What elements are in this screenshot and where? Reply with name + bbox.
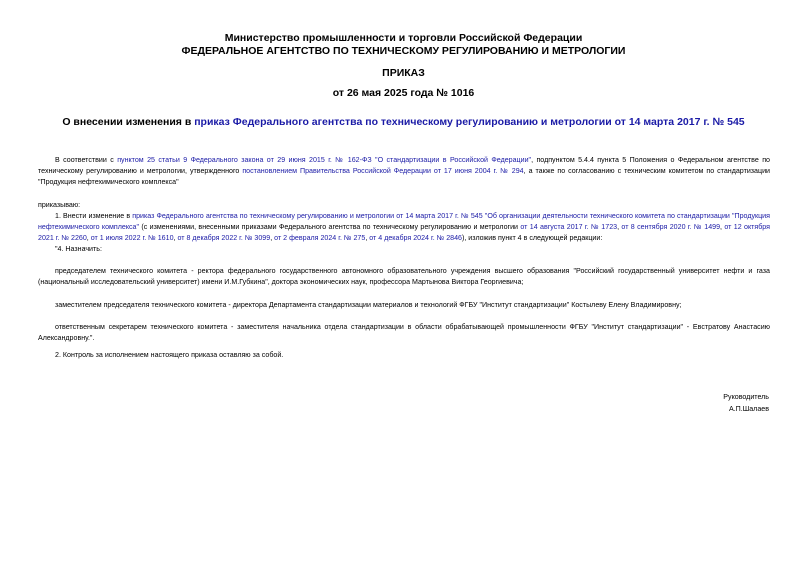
preamble-paragraph [38,155,770,189]
preamble-text-3: , утвержденного [185,167,243,176]
item1-text-2: (с изменениями, внесенными приказами Федерального агентства по техническому регулированию и метрологии [139,223,521,232]
doc-title [0,116,807,128]
title-order-link[interactable]: приказ Федерального агентства по техническому регулированию и метрологии от 14 марта 2017 г. № 545 [194,116,745,128]
preamble-text-2: , подпунктом 5.4.4 пункта 5 Положения о Федеральном агентстве по техническому регулированию и метрологии [38,156,771,176]
amendment-link-2846[interactable]: от 4 декабря 2024 г. № 2846 [369,234,462,243]
federal-law-link[interactable]: пунктом 25 статьи 9 Федерального закона от 29 июня 2015 г. № 162-ФЗ "О стандартизации в Российской Федерации" [117,156,532,164]
government-decree-link[interactable]: постановлением Правительства Российской Федерации от 17 июня 2004 г. № 294 [242,167,524,176]
doc-type: ПРИКАЗ [382,67,425,79]
signature-name: А.П.Шалаев [728,405,769,413]
chair-paragraph: председателем технического комитета - ректора федерального государственного автономного образовательного учреждения высшего образования "Российский государственный университет нефти и газа (национальный исследовательский университет) имени И.М.Губкина", доктора экономических наук, профессора Мартынова Виктора Георгиевича; [38,267,770,287]
item1-text-1: 1. Внести изменение в [55,212,133,220]
amendment-link-1723[interactable]: от 14 августа 2017 г. № 1723 [520,223,618,232]
item-1-paragraph: 1. Внести изменение в приказ Федерального агентства по техническому регулированию и метрологии от 14 марта 2017 г. № 545 "Об организации деятельности технического комитета по стандартизации "Продукция нефтехимического комплекса" (с изменениями, внесенными приказами Федерального агентства по техническому регулированию и метрологии от 14 августа 2017 г. № 1723, от 8 сентября 2020 г. № 1499, от 12 октября 2021 г. № 2260, от 1 июля 2022 г. № 1610, от 8 декабря 2022 г. № 3099, от 2 февраля 2024 г. № 275, от 4 декабря 2024 г. № 2846), изложив пункт 4 в следующей редакции: [38,212,770,243]
amendment-link-3099[interactable]: от 8 декабря 2022 г. № 3099 [177,234,271,243]
order-word: приказываю: [38,201,81,209]
control-paragraph: 2. Контроль за исполнением настоящего приказа оставляю за собой. [55,351,284,359]
agency-name: ФЕДЕРАЛЬНОЕ АГЕНТСТВО ПО ТЕХНИЧЕСКОМУ РЕГУЛИРОВАНИЮ И МЕТРОЛОГИИ [181,45,626,57]
amendment-link-1499[interactable]: от 8 сентября 2020 г. № 1499 [621,223,721,232]
secretary-paragraph: ответственным секретарем технического комитета - заместителя начальника отдела стандартизации в области обрабатывающей промышленности ФГБУ "Институт стандартизации" - Евстратову Анастасию Александровну.". [38,323,770,343]
order-545-link[interactable]: приказ Федерального агентства по техническому регулированию и метрологии от 14 марта 2017 г. № 545 "Об организации деятельности технического комитета по стандартизации "Продукция нефтехимического комплекса" [38,212,770,232]
appoint-paragraph: "4. Назначить: [55,245,102,253]
item1-text-end: ), изложив пункт 4 в следующей редакции: [462,234,603,243]
preamble-text-4: , а также по согласованию с техническим комитетом по стандартизации "Продукция нефтехимического комплекса" [38,167,770,187]
preamble-text-1: В соответствии с [55,156,118,164]
amendment-link-2260[interactable]: от 12 октября 2021 г. № 2260 [38,223,770,243]
amendment-link-1610[interactable]: от 1 июля 2022 г. № 1610 [90,234,174,243]
amendment-link-275[interactable]: от 2 февраля 2024 г. № 275 [274,234,366,243]
signature-position: Руководитель [723,393,769,401]
deputy-paragraph: заместителем председателя технического комитета - директора Департамента стандартизации материалов и технологий ФГБУ "Институт стандартизации" Костылеву Елену Владимировну; [55,301,682,309]
title-prefix: О внесении изменения в [62,116,195,128]
doc-date-number: от 26 мая 2025 года № 1016 [332,87,475,99]
ministry-name: Министерство промышленности и торговли Российской Федерации [224,32,583,44]
